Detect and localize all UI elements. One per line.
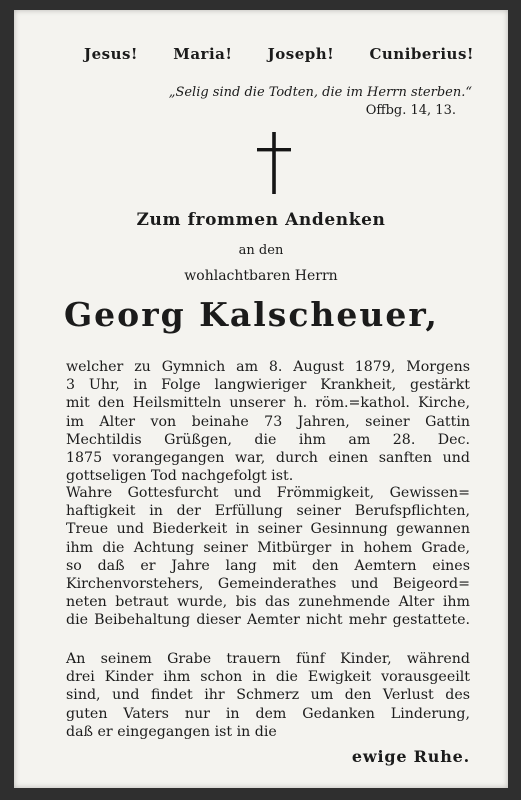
invocation-line — [84, 45, 474, 63]
text-line: Mechtildis Grüßgen, die ihm am 28. Dec. — [66, 431, 470, 448]
text-line: An seinem Grabe trauern fünf Kinder, während — [66, 651, 470, 667]
invocation-maria: Maria! — [173, 45, 233, 63]
text-line: die Beibehaltung dieser Aemter nicht mehr gestattete. — [66, 612, 470, 629]
text-line: 1875 vorangegangen war, durch einen sanften und — [66, 450, 470, 467]
closing-words: ewige Ruhe. — [351, 747, 470, 766]
cross-icon — [254, 130, 294, 196]
text-line: 3 Uhr, in Folge langwieriger Krankheit, gestärkt — [66, 377, 470, 394]
text-line: sind, und findet ihr Schmerz um den Verlust des — [66, 687, 470, 704]
memorial-heading: Zum frommen Andenken — [136, 210, 386, 230]
paragraph-death-notice — [66, 358, 470, 485]
invocation-joseph: Joseph! — [267, 45, 335, 63]
invocation-cuniberius: Cuniberius! — [369, 45, 474, 63]
memorial-card — [14, 10, 508, 788]
text-line: im Alter von beinahe 73 Jahren, seiner Gattin — [66, 413, 470, 430]
paragraph-mourners — [66, 650, 470, 741]
text-line: neten betraut wurde, bis das zunehmende Alter ihm — [66, 594, 470, 611]
text-line: ihm die Achtung seiner Mitbürger in hohem Grade, — [66, 539, 470, 556]
bible-quote: „Selig sind die Todten, die im Herrn sterben.“ — [168, 85, 472, 100]
dedication-preposition: an den — [238, 243, 284, 258]
deceased-name: Georg Kalscheuer, — [64, 295, 439, 334]
text-line: haftigkeit in der Erfüllung seiner Berufspflichten, — [66, 503, 470, 520]
text-line: daß er eingegangen ist in die — [66, 723, 277, 740]
paragraph-virtues — [66, 484, 470, 630]
honorific-title: wohlachtbaren Herrn — [184, 268, 338, 284]
text-line: drei Kinder ihm schon in die Ewigkeit vorausgeeilt — [66, 669, 470, 686]
text-line: so daß er Jahre lang mit den Aemtern eines — [66, 557, 470, 574]
text-line: Kirchenvorstehers, Gemeinderathes und Beigeord= — [66, 576, 470, 593]
text-line: Treue und Biederkeit in seiner Gesinnung gewannen — [66, 521, 470, 538]
text-line: guten Vaters nur in dem Gedanken Linderung, — [66, 705, 470, 722]
text-line: Wahre Gottesfurcht und Frömmigkeit, Gewissen= — [66, 485, 470, 501]
text-line: mit den Heilsmitteln unserer h. röm.=kathol. Kirche, — [66, 395, 470, 412]
text-line: welcher zu Gymnich am 8. August 1879, Morgens — [66, 359, 470, 375]
invocation-jesus: Jesus! — [84, 45, 139, 63]
bible-quote-reference: Offbg. 14, 13. — [365, 103, 456, 118]
text-line: gottseligen Tod nachgefolgt ist. — [66, 468, 294, 485]
